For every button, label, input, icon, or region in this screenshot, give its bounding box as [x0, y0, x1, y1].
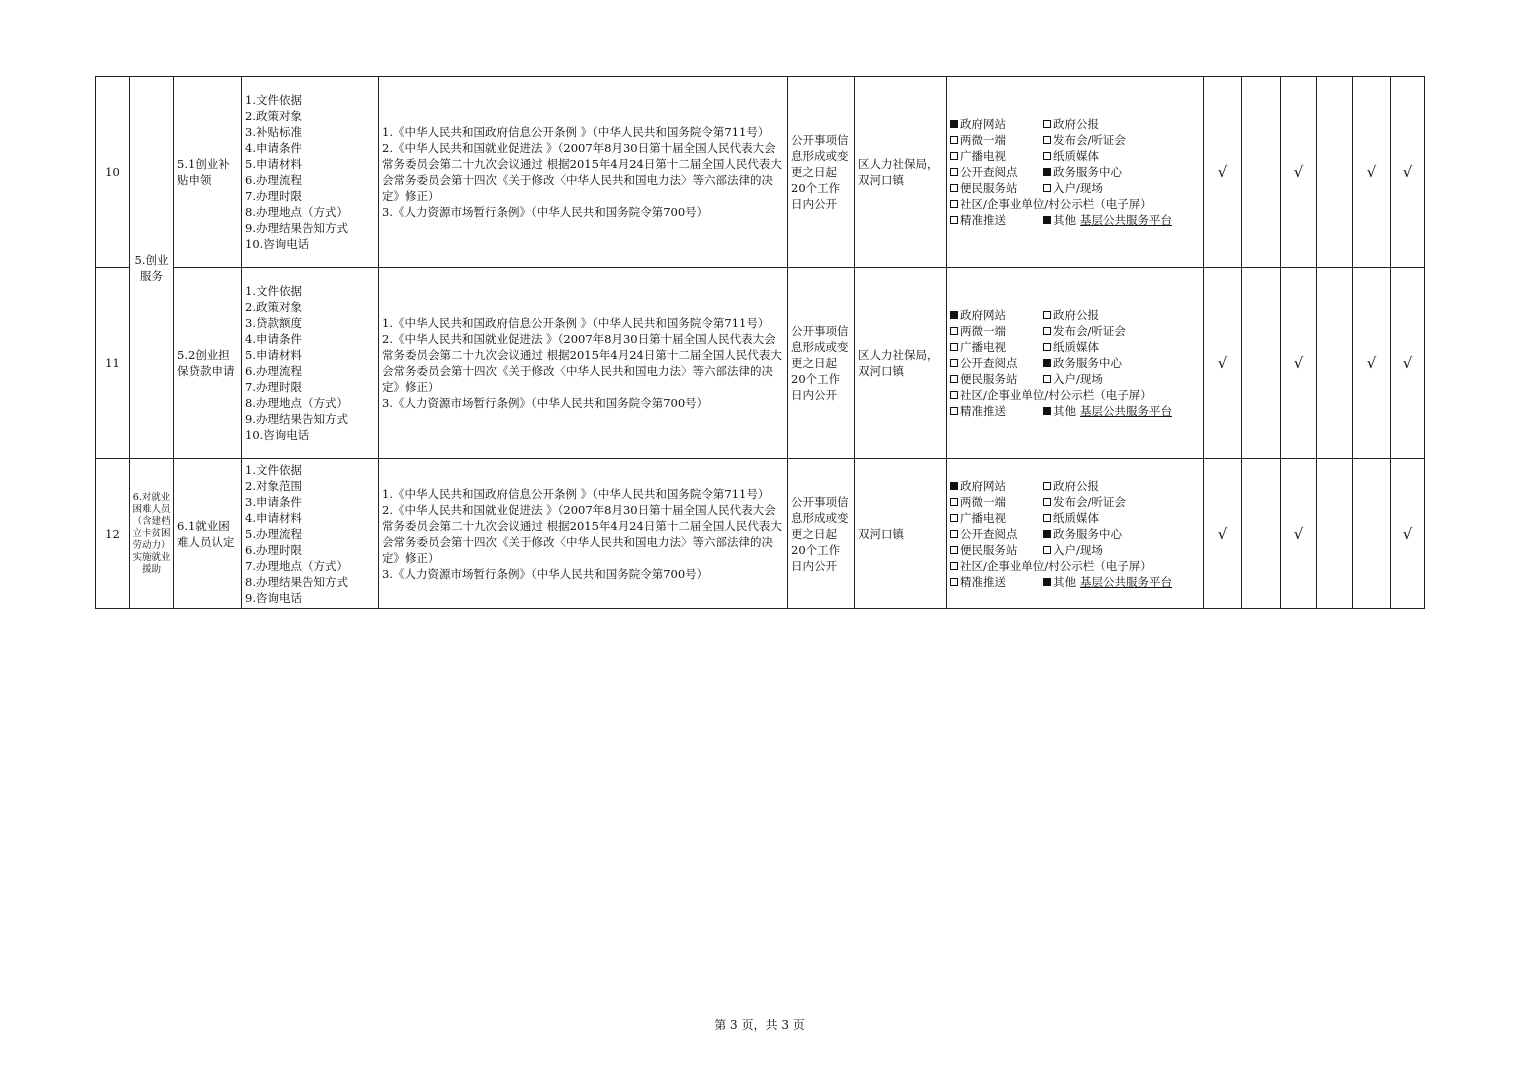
empty-box-icon	[950, 168, 958, 176]
content-line: 7.办理地点（方式）	[245, 558, 348, 573]
content-line: 5.办理流程	[245, 526, 302, 541]
empty-box-icon	[1043, 546, 1051, 554]
content-line: 2.政策对象	[245, 109, 302, 123]
time-cell: 公开事项信息形成或变更之日起20个工作日内公开	[788, 77, 855, 268]
law-line: 2.《中华人民共和国就业促进法 》（2007年8月30日第十届全国人民代表大会常务委员会第二十九次会议通过 根据2015年4月24日第十二届全国人民代表大会常务委员会第十四次《关于修改〈中华人民共和国电力法〉等六部法律的决定》修正）	[382, 332, 782, 394]
channel-label: 便民服务站	[960, 181, 1018, 195]
channel-option	[950, 180, 1043, 196]
channel-row	[950, 116, 1200, 132]
channel-row	[950, 542, 1200, 558]
empty-box-icon	[1043, 311, 1051, 319]
content-line: 2.对象范围	[245, 478, 302, 493]
channel-label: 广播电视	[960, 510, 1006, 525]
channel-option	[1043, 494, 1126, 510]
item-cell: 5.2创业担保贷款申请	[174, 268, 242, 459]
empty-box-icon	[1043, 343, 1051, 351]
channel-label: 入户/现场	[1053, 372, 1103, 386]
law-cell	[379, 459, 788, 609]
check-cell	[1317, 268, 1353, 459]
channel-row	[950, 148, 1200, 164]
category-cell: 6.对就业困难人员（含建档立卡贫困劳动力）实施就业援助	[130, 459, 174, 609]
channel-option	[1043, 355, 1122, 371]
channel-option	[950, 116, 1043, 132]
channel-label: 政府网站	[960, 478, 1006, 493]
channel-option	[1043, 212, 1172, 228]
channel-label: 政府网站	[960, 308, 1006, 322]
channel-row	[950, 212, 1200, 228]
channel-row	[950, 355, 1200, 371]
checked-box-icon	[950, 120, 958, 128]
channel-option	[950, 148, 1043, 164]
channel-other-text: 基层公共服务平台	[1080, 213, 1172, 227]
empty-box-icon	[950, 359, 958, 367]
channel-label: 政府公报	[1053, 308, 1099, 322]
channel-option	[1043, 323, 1126, 339]
content-line: 9.办理结果告知方式	[245, 221, 348, 235]
channel-label: 其他	[1053, 404, 1076, 418]
channel-label: 政府公报	[1053, 478, 1099, 493]
subject-cell: 区人力社保局，双河口镇	[855, 77, 947, 268]
channel-label: 公开查阅点	[960, 526, 1018, 541]
check-cell: √	[1281, 77, 1317, 268]
check-cell: √	[1204, 77, 1242, 268]
content-line: 7.办理时限	[245, 189, 302, 203]
channel-label: 便民服务站	[960, 542, 1018, 557]
content-cell	[242, 459, 379, 609]
channel-option	[950, 132, 1043, 148]
check-cell: √	[1391, 459, 1425, 609]
channel-row	[950, 180, 1200, 196]
check-cell	[1353, 459, 1391, 609]
channel-label: 便民服务站	[960, 372, 1018, 386]
content-line: 2.政策对象	[245, 300, 302, 314]
law-line: 2.《中华人民共和国就业促进法 》（2007年8月30日第十届全国人民代表大会常务委员会第二十九次会议通过 根据2015年4月24日第十二届全国人民代表大会常务委员会第十四次《关于修改〈中华人民共和国电力法〉等六部法律的决定》修正）	[382, 502, 782, 565]
channel-option	[1043, 478, 1099, 494]
empty-box-icon	[950, 530, 958, 538]
check-cell	[1242, 459, 1281, 609]
checked-box-icon	[1043, 407, 1051, 415]
channel-option	[1043, 542, 1103, 558]
channel-row	[950, 526, 1200, 542]
content-line: 3.补贴标准	[245, 125, 302, 139]
checked-box-icon	[950, 311, 958, 319]
content-cell	[242, 268, 379, 459]
empty-box-icon	[950, 136, 958, 144]
empty-box-icon	[950, 562, 958, 570]
channel-other-text: 基层公共服务平台	[1080, 574, 1172, 589]
channel-option	[1043, 180, 1103, 196]
content-line: 4.申请材料	[245, 510, 302, 525]
channel-label: 公开查阅点	[960, 165, 1018, 179]
checked-box-icon	[1043, 216, 1051, 224]
empty-box-icon	[950, 184, 958, 192]
content-line: 9.咨询电话	[245, 590, 302, 605]
content-line: 6.办理流程	[245, 173, 302, 187]
channel-option	[950, 478, 1043, 494]
channel-label: 政务服务中心	[1053, 526, 1122, 541]
channel-label: 精准推送	[960, 404, 1006, 418]
channel-option	[950, 196, 1152, 212]
channel-cell	[947, 459, 1204, 609]
checked-box-icon	[1043, 168, 1051, 176]
channel-row	[950, 371, 1200, 387]
check-cell	[1242, 268, 1281, 459]
empty-box-icon	[950, 391, 958, 399]
channel-label: 入户/现场	[1053, 181, 1103, 195]
law-line: 2.《中华人民共和国就业促进法 》（2007年8月30日第十届全国人民代表大会常务委员会第二十九次会议通过 根据2015年4月24日第十二届全国人民代表大会常务委员会第十四次《关于修改〈中华人民共和国电力法〉等六部法律的决定》修正）	[382, 141, 782, 203]
channel-option	[1043, 510, 1099, 526]
check-cell: √	[1204, 459, 1242, 609]
empty-box-icon	[950, 152, 958, 160]
page-footer: 第 3 页，共 3 页	[714, 1018, 805, 1032]
channel-label: 纸质媒体	[1053, 149, 1099, 163]
item-cell: 5.1创业补贴申领	[174, 77, 242, 268]
channel-label: 社区/企事业单位/村公示栏（电子屏）	[960, 388, 1152, 402]
empty-box-icon	[950, 546, 958, 554]
channel-option	[1043, 526, 1122, 542]
content-line: 4.申请条件	[245, 141, 302, 155]
empty-box-icon	[1043, 152, 1051, 160]
channel-cell	[947, 268, 1204, 459]
channel-option	[950, 510, 1043, 526]
time-cell: 公开事项信息形成或变更之日起20个工作日内公开	[788, 459, 855, 609]
channel-label: 纸质媒体	[1053, 510, 1099, 525]
channel-option	[950, 323, 1043, 339]
empty-box-icon	[950, 200, 958, 208]
channel-option	[950, 164, 1043, 180]
content-line: 3.贷款额度	[245, 316, 302, 330]
channel-label: 两微一端	[960, 494, 1006, 509]
check-cell: √	[1353, 77, 1391, 268]
channel-option	[1043, 339, 1099, 355]
empty-box-icon	[1043, 136, 1051, 144]
channel-option	[950, 494, 1043, 510]
empty-box-icon	[1043, 498, 1051, 506]
row-number: 11	[96, 268, 130, 459]
empty-box-icon	[1043, 375, 1051, 383]
table-row	[96, 459, 1425, 609]
content-line: 1.文件依据	[245, 462, 302, 477]
empty-box-icon	[950, 375, 958, 383]
channel-option	[950, 212, 1043, 228]
channel-option	[1043, 148, 1099, 164]
check-cell	[1242, 77, 1281, 268]
law-line: 1.《中华人民共和国政府信息公开条例 》（中华人民共和国务院令第711号）	[382, 486, 770, 501]
content-cell	[242, 77, 379, 268]
check-cell	[1317, 459, 1353, 609]
channel-row	[950, 510, 1200, 526]
channel-option	[1043, 307, 1099, 323]
channel-label: 纸质媒体	[1053, 340, 1099, 354]
channel-label: 入户/现场	[1053, 542, 1103, 557]
check-cell: √	[1391, 77, 1425, 268]
channel-label: 政务服务中心	[1053, 356, 1122, 370]
channel-label: 广播电视	[960, 149, 1006, 163]
empty-box-icon	[950, 343, 958, 351]
empty-box-icon	[1043, 482, 1051, 490]
checked-box-icon	[1043, 530, 1051, 538]
channel-row	[950, 558, 1200, 574]
check-cell: √	[1391, 268, 1425, 459]
channel-label: 社区/企事业单位/村公示栏（电子屏）	[960, 197, 1152, 211]
row-number: 12	[96, 459, 130, 609]
content-line: 3.申请条件	[245, 494, 302, 509]
channel-label: 广播电视	[960, 340, 1006, 354]
channel-row	[950, 574, 1200, 590]
channel-label: 精准推送	[960, 213, 1006, 227]
law-line: 3.《人力资源市场暂行条例》（中华人民共和国务院令第700号）	[382, 566, 709, 581]
channel-label: 精准推送	[960, 574, 1006, 589]
table-row	[96, 268, 1425, 459]
empty-box-icon	[1043, 514, 1051, 522]
channel-label: 政府公报	[1053, 117, 1099, 131]
empty-box-icon	[950, 327, 958, 335]
channel-label: 其他	[1053, 574, 1076, 589]
channel-row	[950, 307, 1200, 323]
channel-row	[950, 494, 1200, 510]
channel-option	[950, 558, 1152, 574]
channel-label: 发布会/听证会	[1053, 133, 1126, 147]
channel-label: 政务服务中心	[1053, 165, 1122, 179]
channel-row	[950, 132, 1200, 148]
channel-option	[950, 387, 1152, 403]
channel-row	[950, 339, 1200, 355]
channel-option	[950, 371, 1043, 387]
law-line: 3.《人力资源市场暂行条例》（中华人民共和国务院令第700号）	[382, 205, 709, 219]
channel-option	[1043, 403, 1172, 419]
content-line: 8.办理结果告知方式	[245, 574, 348, 589]
table-row	[96, 77, 1425, 268]
law-line: 1.《中华人民共和国政府信息公开条例 》（中华人民共和国务院令第711号）	[382, 316, 770, 330]
law-line: 1.《中华人民共和国政府信息公开条例 》（中华人民共和国务院令第711号）	[382, 125, 770, 139]
empty-box-icon	[950, 514, 958, 522]
empty-box-icon	[950, 578, 958, 586]
content-line: 9.办理结果告知方式	[245, 412, 348, 426]
content-line: 6.办理时限	[245, 542, 302, 557]
content-line: 8.办理地点（方式）	[245, 396, 348, 410]
content-line: 7.办理时限	[245, 380, 302, 394]
channel-label: 其他	[1053, 213, 1076, 227]
category-cell: 5.创业服务	[130, 77, 174, 459]
empty-box-icon	[950, 216, 958, 224]
channel-option	[950, 526, 1043, 542]
check-cell	[1317, 77, 1353, 268]
channel-option	[1043, 371, 1103, 387]
empty-box-icon	[1043, 327, 1051, 335]
channel-option	[1043, 116, 1099, 132]
channel-row	[950, 403, 1200, 419]
channel-label: 发布会/听证会	[1053, 494, 1126, 509]
content-line: 10.咨询电话	[245, 237, 310, 251]
channel-other-text: 基层公共服务平台	[1080, 404, 1172, 418]
channel-row	[950, 164, 1200, 180]
channel-row	[950, 478, 1200, 494]
content-line: 5.申请材料	[245, 157, 302, 171]
checked-box-icon	[1043, 578, 1051, 586]
content-line: 1.文件依据	[245, 284, 302, 298]
disclosure-table	[95, 76, 1425, 609]
empty-box-icon	[1043, 120, 1051, 128]
empty-box-icon	[950, 498, 958, 506]
channel-option	[950, 307, 1043, 323]
content-line: 10.咨询电话	[245, 428, 310, 442]
channel-label: 公开查阅点	[960, 356, 1018, 370]
empty-box-icon	[950, 407, 958, 415]
checked-box-icon	[950, 482, 958, 490]
channel-label: 政府网站	[960, 117, 1006, 131]
law-line: 3.《人力资源市场暂行条例》（中华人民共和国务院令第700号）	[382, 396, 709, 410]
channel-option	[950, 355, 1043, 371]
channel-row	[950, 323, 1200, 339]
empty-box-icon	[1043, 184, 1051, 192]
channel-label: 社区/企事业单位/村公示栏（电子屏）	[960, 558, 1152, 573]
channel-row	[950, 387, 1200, 403]
channel-option	[950, 542, 1043, 558]
channel-label: 两微一端	[960, 324, 1006, 338]
channel-option	[1043, 164, 1122, 180]
content-line: 8.办理地点（方式）	[245, 205, 348, 219]
subject-cell: 双河口镇	[855, 459, 947, 609]
check-cell: √	[1281, 459, 1317, 609]
check-cell: √	[1204, 268, 1242, 459]
check-cell: √	[1353, 268, 1391, 459]
channel-option	[1043, 132, 1126, 148]
row-number: 10	[96, 77, 130, 268]
check-cell: √	[1281, 268, 1317, 459]
channel-label: 两微一端	[960, 133, 1006, 147]
content-line: 6.办理流程	[245, 364, 302, 378]
checked-box-icon	[1043, 359, 1051, 367]
subject-cell: 区人力社保局，双河口镇	[855, 268, 947, 459]
content-line: 4.申请条件	[245, 332, 302, 346]
channel-option	[950, 339, 1043, 355]
content-line: 1.文件依据	[245, 93, 302, 107]
item-cell: 6.1就业困难人员认定	[174, 459, 242, 609]
law-cell	[379, 268, 788, 459]
channel-row	[950, 196, 1200, 212]
channel-option	[1043, 574, 1172, 590]
channel-cell	[947, 77, 1204, 268]
law-cell	[379, 77, 788, 268]
content-line: 5.申请材料	[245, 348, 302, 362]
channel-option	[950, 403, 1043, 419]
channel-option	[950, 574, 1043, 590]
time-cell: 公开事项信息形成或变更之日起20个工作日内公开	[788, 268, 855, 459]
channel-label: 发布会/听证会	[1053, 324, 1126, 338]
